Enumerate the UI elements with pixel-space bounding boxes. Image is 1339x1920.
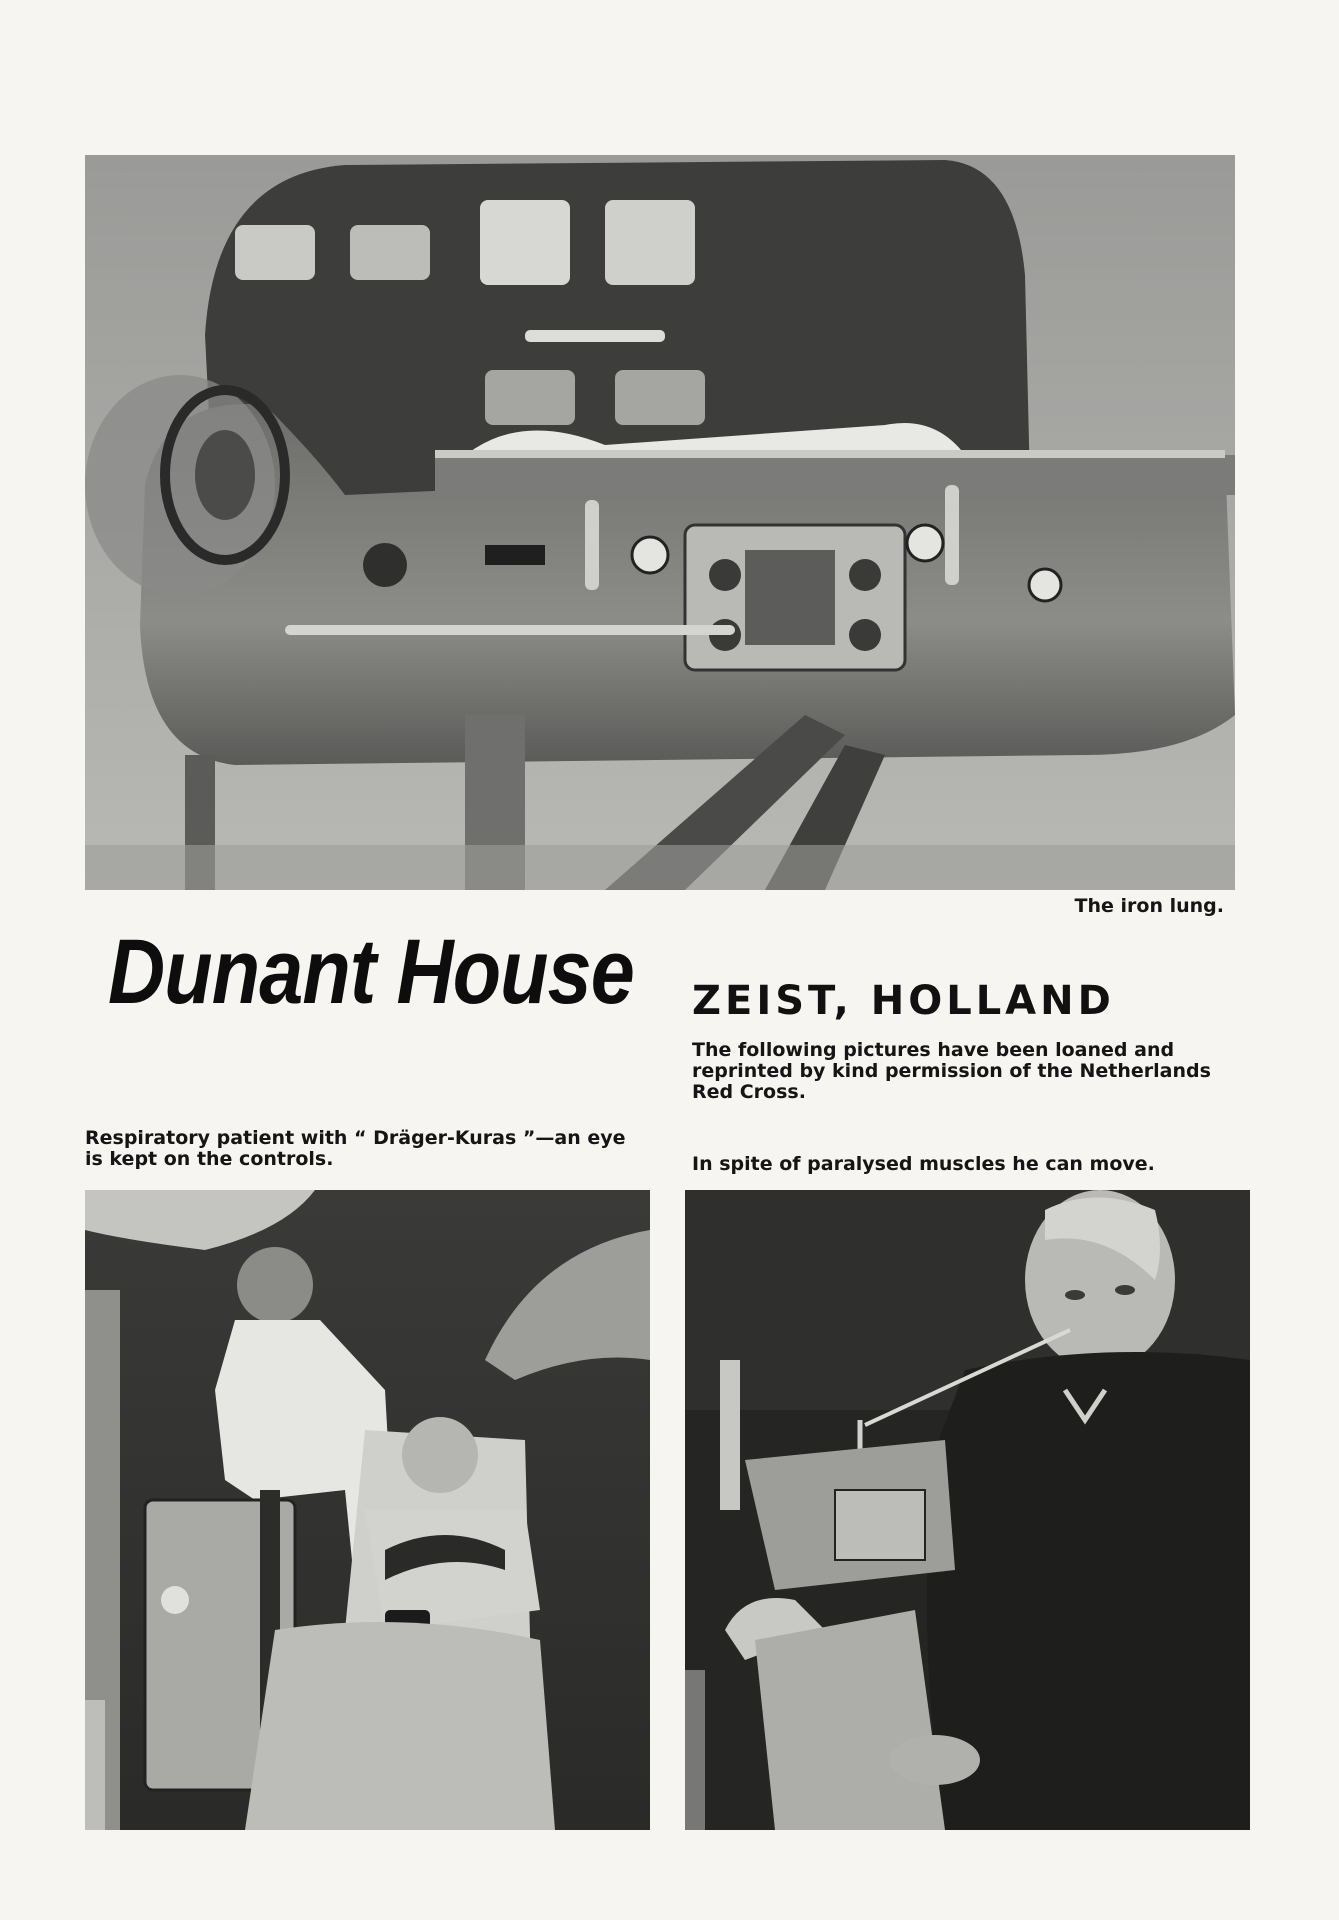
respiratory-patient-caption: Respiratory patient with “ Dräger-Kuras ”—an eye is kept on the controls. — [85, 1127, 626, 1170]
page-title: Dunant House — [108, 921, 634, 1023]
iron-lung-photo — [85, 155, 1235, 890]
intro-text: The following pictures have been loaned and reprinted by kind permission of the Netherlands Red Cross. — [692, 1039, 1211, 1103]
respiratory-patient-photo — [85, 1190, 650, 1830]
paralysed-patient-caption: In spite of paralysed muscles he can move. — [692, 1153, 1155, 1175]
iron-lung-caption: The iron lung. — [1074, 895, 1224, 917]
page-subtitle: ZEIST, HOLLAND — [692, 978, 1115, 1024]
paralysed-patient-photo — [685, 1190, 1250, 1830]
